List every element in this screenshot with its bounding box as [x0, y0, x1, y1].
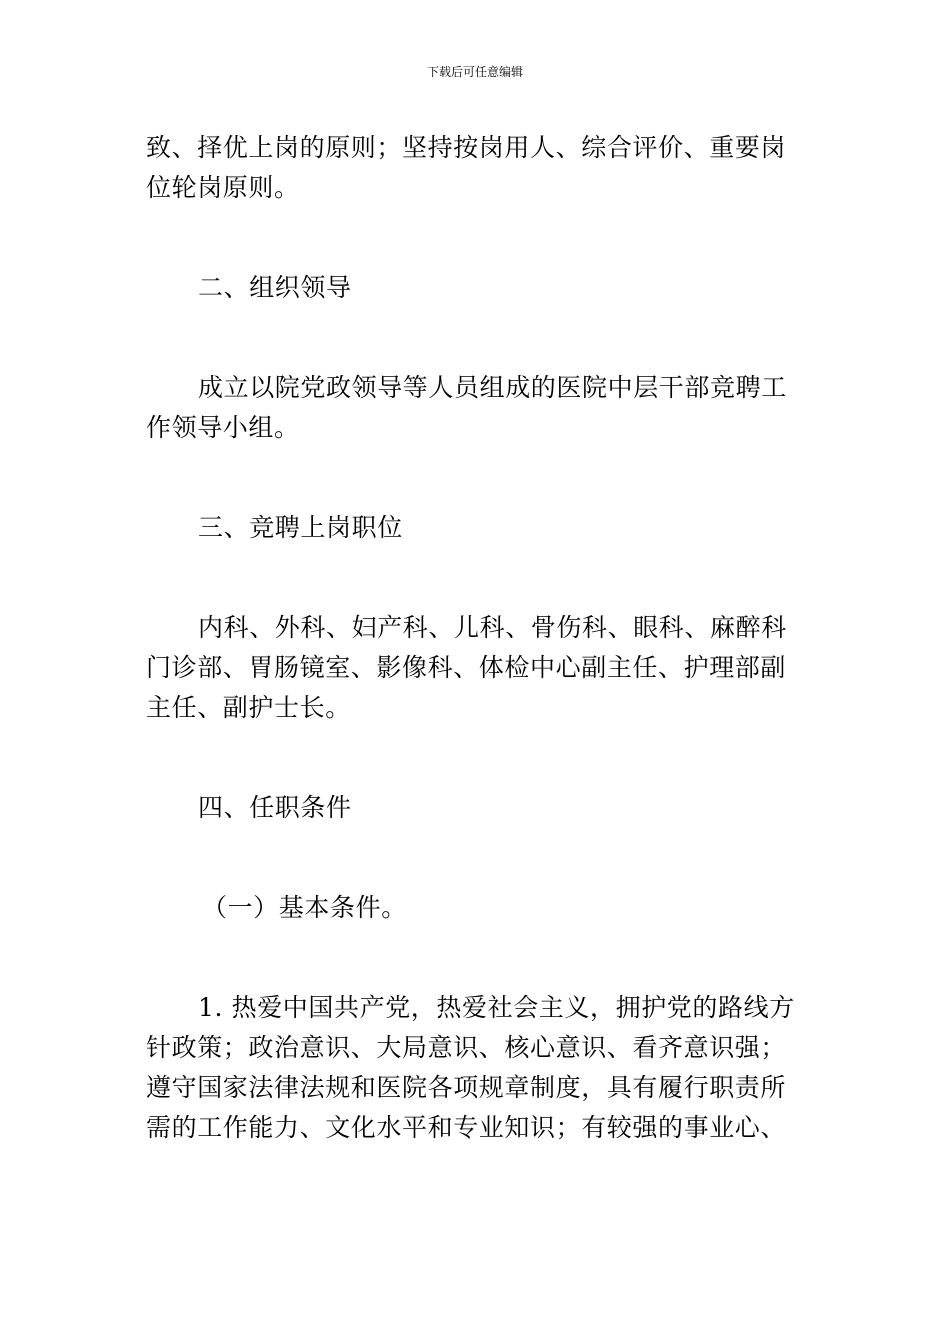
paragraph-line: 主任、副护士长。 [146, 693, 351, 722]
paragraph-basic-conditions [146, 988, 806, 1148]
subsection-heading-basic: （一）基本条件。 [202, 893, 407, 922]
paragraph-positions [146, 608, 806, 728]
document-body [146, 128, 806, 1148]
paragraph-principles [146, 128, 806, 208]
section-heading-requirements: 四、任职条件 [198, 793, 352, 822]
paragraph-line: 1. 热爱中国共产党，热爱社会主义，拥护党的路线方 [198, 993, 795, 1022]
paragraph-line: 门诊部、胃肠镜室、影像科、体检中心副主任、护理部副 [146, 653, 787, 682]
paragraph-line: 作领导小组。 [146, 413, 300, 442]
section-heading-positions: 三、竞聘上岗职位 [198, 513, 403, 542]
paragraph-line: 内科、外科、妇产科、儿科、骨伤科、眼科、麻醉科 [198, 613, 787, 642]
page-header-note: 下载后可任意编辑 [426, 65, 523, 79]
section-heading-organization: 二、组织领导 [198, 273, 352, 302]
paragraph-line: 需的工作能力、文化水平和专业知识；有较强的事业心、 [146, 1113, 787, 1142]
paragraph-organization [146, 368, 806, 448]
paragraph-line: 致、择优上岗的原则；坚持按岗用人、综合评价、重要岗 [146, 133, 787, 162]
paragraph-line: 位轮岗原则。 [146, 173, 300, 202]
paragraph-line: 针政策；政治意识、大局意识、核心意识、看齐意识强； [146, 1033, 787, 1062]
paragraph-line: 遵守国家法律法规和医院各项规章制度，具有履行职责所 [146, 1073, 787, 1102]
paragraph-line: 成立以院党政领导等人员组成的医院中层干部竞聘工 [198, 373, 787, 402]
